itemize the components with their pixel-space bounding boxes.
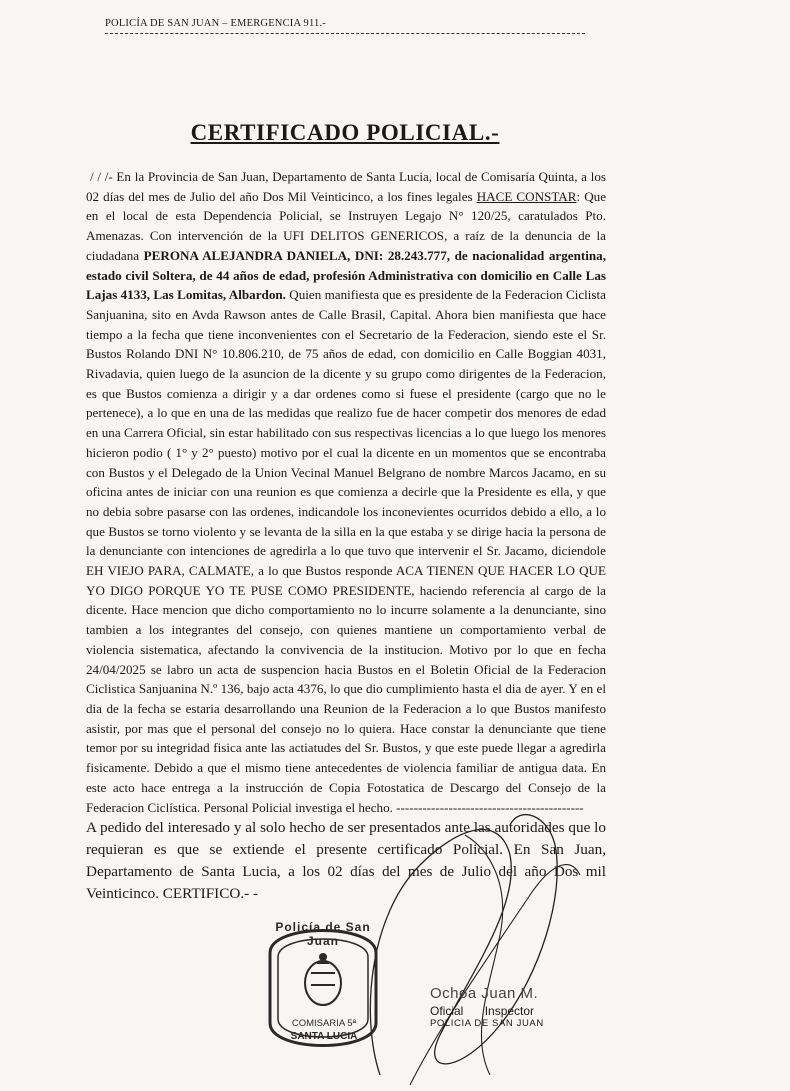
seal-inner-line1: COMISARIA 5ª — [291, 1018, 357, 1029]
statement-paragraph — [86, 167, 606, 817]
seal-inner-line2: SANTA LUCIA — [290, 1031, 358, 1042]
document-title: CERTIFICADO POLICIAL.- — [190, 120, 500, 145]
statement-narrative: Quien manifiesta que es presidente de la Federacion Ciclista Sanjuanina, sito en Avda Rawson antes de Calle Brasil, Capital. Ahora bien manifiesta que hace tiempo a la fecha que tiene inconvenientes con el Secretario de la Federacion, siendo este el Sr. Bustos Rolando DNI N° 10.806.210, de 75 años de edad, con domicilio en Calle Boggian 4031, Rivadavia, quien luego de la asuncion de la dicente y su grupo como dirigentes de la Federacion, es que Bustos comienza a dirigir y a dar ordenes como si fuese el presidente (cargo que no le pertenece), a lo que en una de las medidas que realizo fue de hacer competir dos menores de edad en una Carrera Oficial, sin estar habilitado con sus respectivas licencias a lo que luego los menores hicieron podio ( 1° y 2° puesto) motivo por el cual la dicente en un momentos que se encontraba con Bustos y el Delegado de la Union Vecinal Manuel Belgrano de nombre Marcos Jacamo, en su oficina antes de iniciar con una reunion es que comienza a decirle que la Presidente es ella, y que no debia sobre pasarse con las ordenes, indicandole los inconevientes ocurridos debido a ello, a lo que Bustos se torno violento y se levanta de la silla en la que estaba y se dirige hacia la persona de la denunciante con intenciones de agredirla a lo que tuvo que intervenir el Sr. Jacamo, diciendole EH VIEJO PARA, CALMATE, a lo que Bustos responde ACA TIENEN QUE HACER LO QUE YO DIGO PORQUE YO TE PUSE COMO PRESIDENTE, haciendo referencia al cargo de la dicente. Hace mencion que dicho comportamiento no lo incurre solamente a la denunciante, sino tambien a los integrantes del consejo, con quienes mantiene un comportamiento verbal de violencia sistematica, afectando la convivencia de la institucion. Motivo por lo que en fecha 24/04/2025 se labro un acta de suspencion hacia Bustos en el Boletin Oficial de la Federacion Ciclistica Sanjuanina N.º 136, bajo acta 4376, lo que dio cumplimiento hasta el dia de ayer. Y en el dia de la fecha se estaria desarrollando una Reunion de la Federacion a lo que Bustos manifesto asistir, por mas que el personal del consejo no lo quiera. Hace constar la denunciante que tiene temor por su integridad fisica ante las actiatudes del Sr. Bustos, y que este puede llegar a agredirla fisicamente. Debido a que el mismo tiene antecedentes de violencia familiar de antigua data. En este acto hace entrega a la instrucción de Copia Fotostatica de Descargo del Consejo de la Federacion Ciclística. Personal Policial investiga el hecho. ------------------------------------------- — [86, 287, 606, 815]
seal-ring-text: Policía de San Juan — [275, 920, 371, 948]
signer-rank-left: Oficial — [430, 1004, 464, 1018]
signer-name: Ochoa Juan M. — [430, 985, 539, 1002]
statement-intro: / / /- En la Provincia de San Juan, Departamento de Santa Lucia, local de Comisaría Quinta, a los 02 días del mes de Julio del año Dos Mil Veinticinco, a los fines legales — [86, 169, 606, 204]
signature-scribble — [350, 775, 610, 1091]
signer-department: POLICIA DE SAN JUAN — [430, 1018, 544, 1029]
complainant-details: PERONA ALEJANDRA DANIELA, DNI: 28.243.777, de nacionalidad argentina, estado civil Soltera, de 44 años de edad, profesión Administrativa con domicilio en Calle Las Lajas 4133, Las Lomitas, Albardon. — [86, 247, 606, 303]
closing-paragraph: A pedido del interesado y al solo hecho de ser presentados ante las autoridades que lo requieran es que se extiende el presente certificado Policial. En San Juan, Departamento de Santa Lucia, a los 02 días del mes de Julio del año Dos mil Veinticinco. CERTIFICO.- - — [86, 819, 606, 903]
hace-constar: HACE CONSTAR — [476, 188, 577, 204]
page-header: POLICÍA DE SAN JUAN – EMERGENCIA 911.- — [105, 18, 327, 29]
statement-context: : Que en el local de esta Dependencia Policial, se Instruyen Legajo N° 120/25, caratulados Pto. Amenazas. Con intervención de la UFI DELITOS GENERICOS, a raíz de la denuncia de la ciudadana — [86, 188, 607, 263]
signer-stamp — [430, 985, 600, 1029]
signer-rank-right: Inspector — [484, 1004, 535, 1018]
signer-rank — [430, 1004, 600, 1018]
header-divider — [105, 33, 585, 34]
